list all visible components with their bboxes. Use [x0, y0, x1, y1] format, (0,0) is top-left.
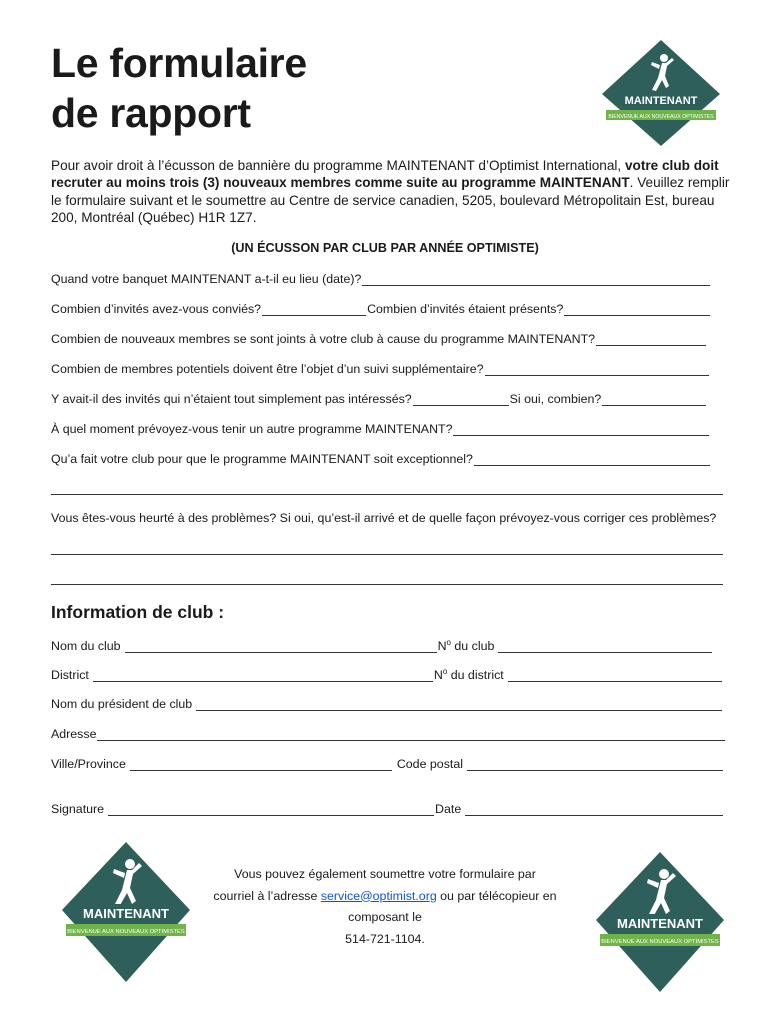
- address-field[interactable]: [97, 728, 725, 741]
- answer-8-line-1[interactable]: [51, 554, 723, 555]
- answer-5a-field[interactable]: [413, 393, 509, 406]
- footer-line-4: 514-721-1104.: [345, 931, 425, 946]
- answer-1-field[interactable]: [362, 273, 710, 286]
- president-field[interactable]: [196, 698, 722, 711]
- postal-code-label: Code postal: [396, 757, 463, 771]
- intro-text-1: Pour avoir droit à l’écusson de bannière du programme MAINTENANT d’Optimist International,: [51, 158, 625, 173]
- question-2b-label: Combien d’invités étaient présents?: [367, 302, 564, 316]
- address-label: Adresse: [51, 727, 97, 741]
- question-2: [51, 302, 711, 316]
- district-number-label: $N^o$ du district: [433, 667, 504, 683]
- intro-paragraph: [51, 157, 731, 227]
- question-4-label: Combien de membres potentiels doivent être l’objet d’un suivi supplémentaire?: [51, 362, 484, 376]
- notice: (UN ÉCUSSON PAR CLUB PAR ANNÉE OPTIMISTE): [231, 241, 539, 255]
- district-field[interactable]: [93, 669, 433, 682]
- club-row-1: [51, 638, 713, 653]
- president-label: Nom du président de club: [51, 697, 193, 711]
- page-title: [51, 38, 307, 138]
- club-section-title: Information de club :: [51, 602, 225, 622]
- footer-note: [200, 864, 570, 950]
- club-number-field[interactable]: [498, 640, 712, 653]
- answer-8-line-2[interactable]: [51, 584, 723, 585]
- footer-line-2: courriel à l’adresse service@optimist.org ou par télécopieur en: [213, 888, 557, 903]
- question-6: [51, 422, 710, 436]
- question-2a-label: Combien d’invités avez-vous conviés?: [51, 302, 262, 316]
- club-number-label: $N^o$ du club: [437, 638, 495, 654]
- answer-4-field[interactable]: [485, 363, 709, 376]
- answer-2a-field[interactable]: [262, 303, 366, 316]
- question-7: [51, 452, 711, 466]
- logo-tagline-top: BIENVENUE AUX NOUVEAUX OPTIMISTES: [608, 114, 714, 120]
- question-5b-label: Si oui, combien?: [509, 392, 602, 406]
- answer-3-field[interactable]: [596, 333, 706, 346]
- logo-name-top: MAINTENANT: [624, 95, 698, 107]
- question-7-label: Qu’a fait votre club pour que le programme MAINTENANT soit exceptionnel?: [51, 452, 473, 466]
- question-8-label: Vous êtes-vous heurté à des problèmes? Si oui, qu’est-il arrivé et de quelle façon prévoyez-vous corriger ces problèmes?: [51, 511, 717, 525]
- city-label: Ville/Province: [51, 757, 126, 771]
- question-1-label: Quand votre banquet MAINTENANT a-t-il eu lieu (date)?: [51, 272, 362, 286]
- club-row-2: [51, 667, 723, 682]
- question-4: [51, 362, 710, 376]
- club-name-label: Nom du club: [51, 639, 121, 654]
- club-name-field[interactable]: [125, 640, 437, 653]
- question-3: [51, 332, 707, 346]
- logo-tagline-bottom-left: BIENVENUE AUX NOUVEAUX OPTIMISTES: [67, 929, 185, 935]
- footer-line-3: composant le: [348, 910, 422, 924]
- answer-6-field[interactable]: [453, 423, 709, 436]
- postal-code-field[interactable]: [467, 758, 723, 771]
- title-line-2: de rapport: [51, 90, 251, 136]
- intro-text-2: . Veuillez remplir le formulaire suivant et le soumettre au Centre de service canadien, 5205, boulevard Métropolitain Est, bureau 200, Montréal (Québec) H1R 1Z7.: [51, 175, 730, 226]
- answer-5b-field[interactable]: [602, 393, 706, 406]
- date-field[interactable]: [465, 803, 723, 816]
- district-number-field[interactable]: [508, 669, 722, 682]
- question-5a-label: Y avait-il des invités qui n’étaient tout simplement pas intéressés?: [51, 392, 412, 406]
- answer-7-field[interactable]: [474, 453, 710, 466]
- title-line-1: Le formulaire: [51, 40, 307, 86]
- maintenant-logo-top: [596, 38, 726, 148]
- club-row-6: [51, 802, 724, 816]
- logo-name-bottom-right: MAINTENANT: [617, 916, 703, 931]
- city-field[interactable]: [130, 758, 392, 771]
- question-5: [51, 392, 707, 406]
- logo-tagline-bottom-right: BIENVENUE AUX NOUVEAUX OPTIMISTES: [601, 939, 719, 945]
- district-label: District: [51, 668, 89, 683]
- question-1: [51, 272, 711, 286]
- club-row-3: [51, 697, 723, 711]
- maintenant-logo-bottom-right: [590, 848, 730, 998]
- signature-field[interactable]: [108, 803, 434, 816]
- question-8: [51, 511, 716, 525]
- answer-2b-field[interactable]: [564, 303, 710, 316]
- question-6-label: À quel moment prévoyez-vous tenir un autre programme MAINTENANT?: [51, 422, 453, 436]
- date-label: Date: [435, 802, 462, 816]
- intro-text-bold: votre club doit recruter au moins trois (3) nouveaux membres comme suite au programme MAINTENANT: [51, 158, 719, 191]
- answer-7-extra-line[interactable]: [51, 494, 723, 495]
- club-row-5: [51, 757, 724, 771]
- signature-label: Signature: [51, 802, 105, 816]
- maintenant-logo-bottom-left: [56, 838, 196, 988]
- email-link[interactable]: service@optimist.org: [320, 888, 437, 903]
- footer-line-1: Vous pouvez également soumettre votre formulaire par: [234, 867, 536, 881]
- question-3-label: Combien de nouveaux membres se sont joints à votre club à cause du programme MAINTENANT?: [51, 332, 596, 346]
- club-row-4: [51, 727, 726, 741]
- logo-name-bottom-left: MAINTENANT: [83, 906, 169, 921]
